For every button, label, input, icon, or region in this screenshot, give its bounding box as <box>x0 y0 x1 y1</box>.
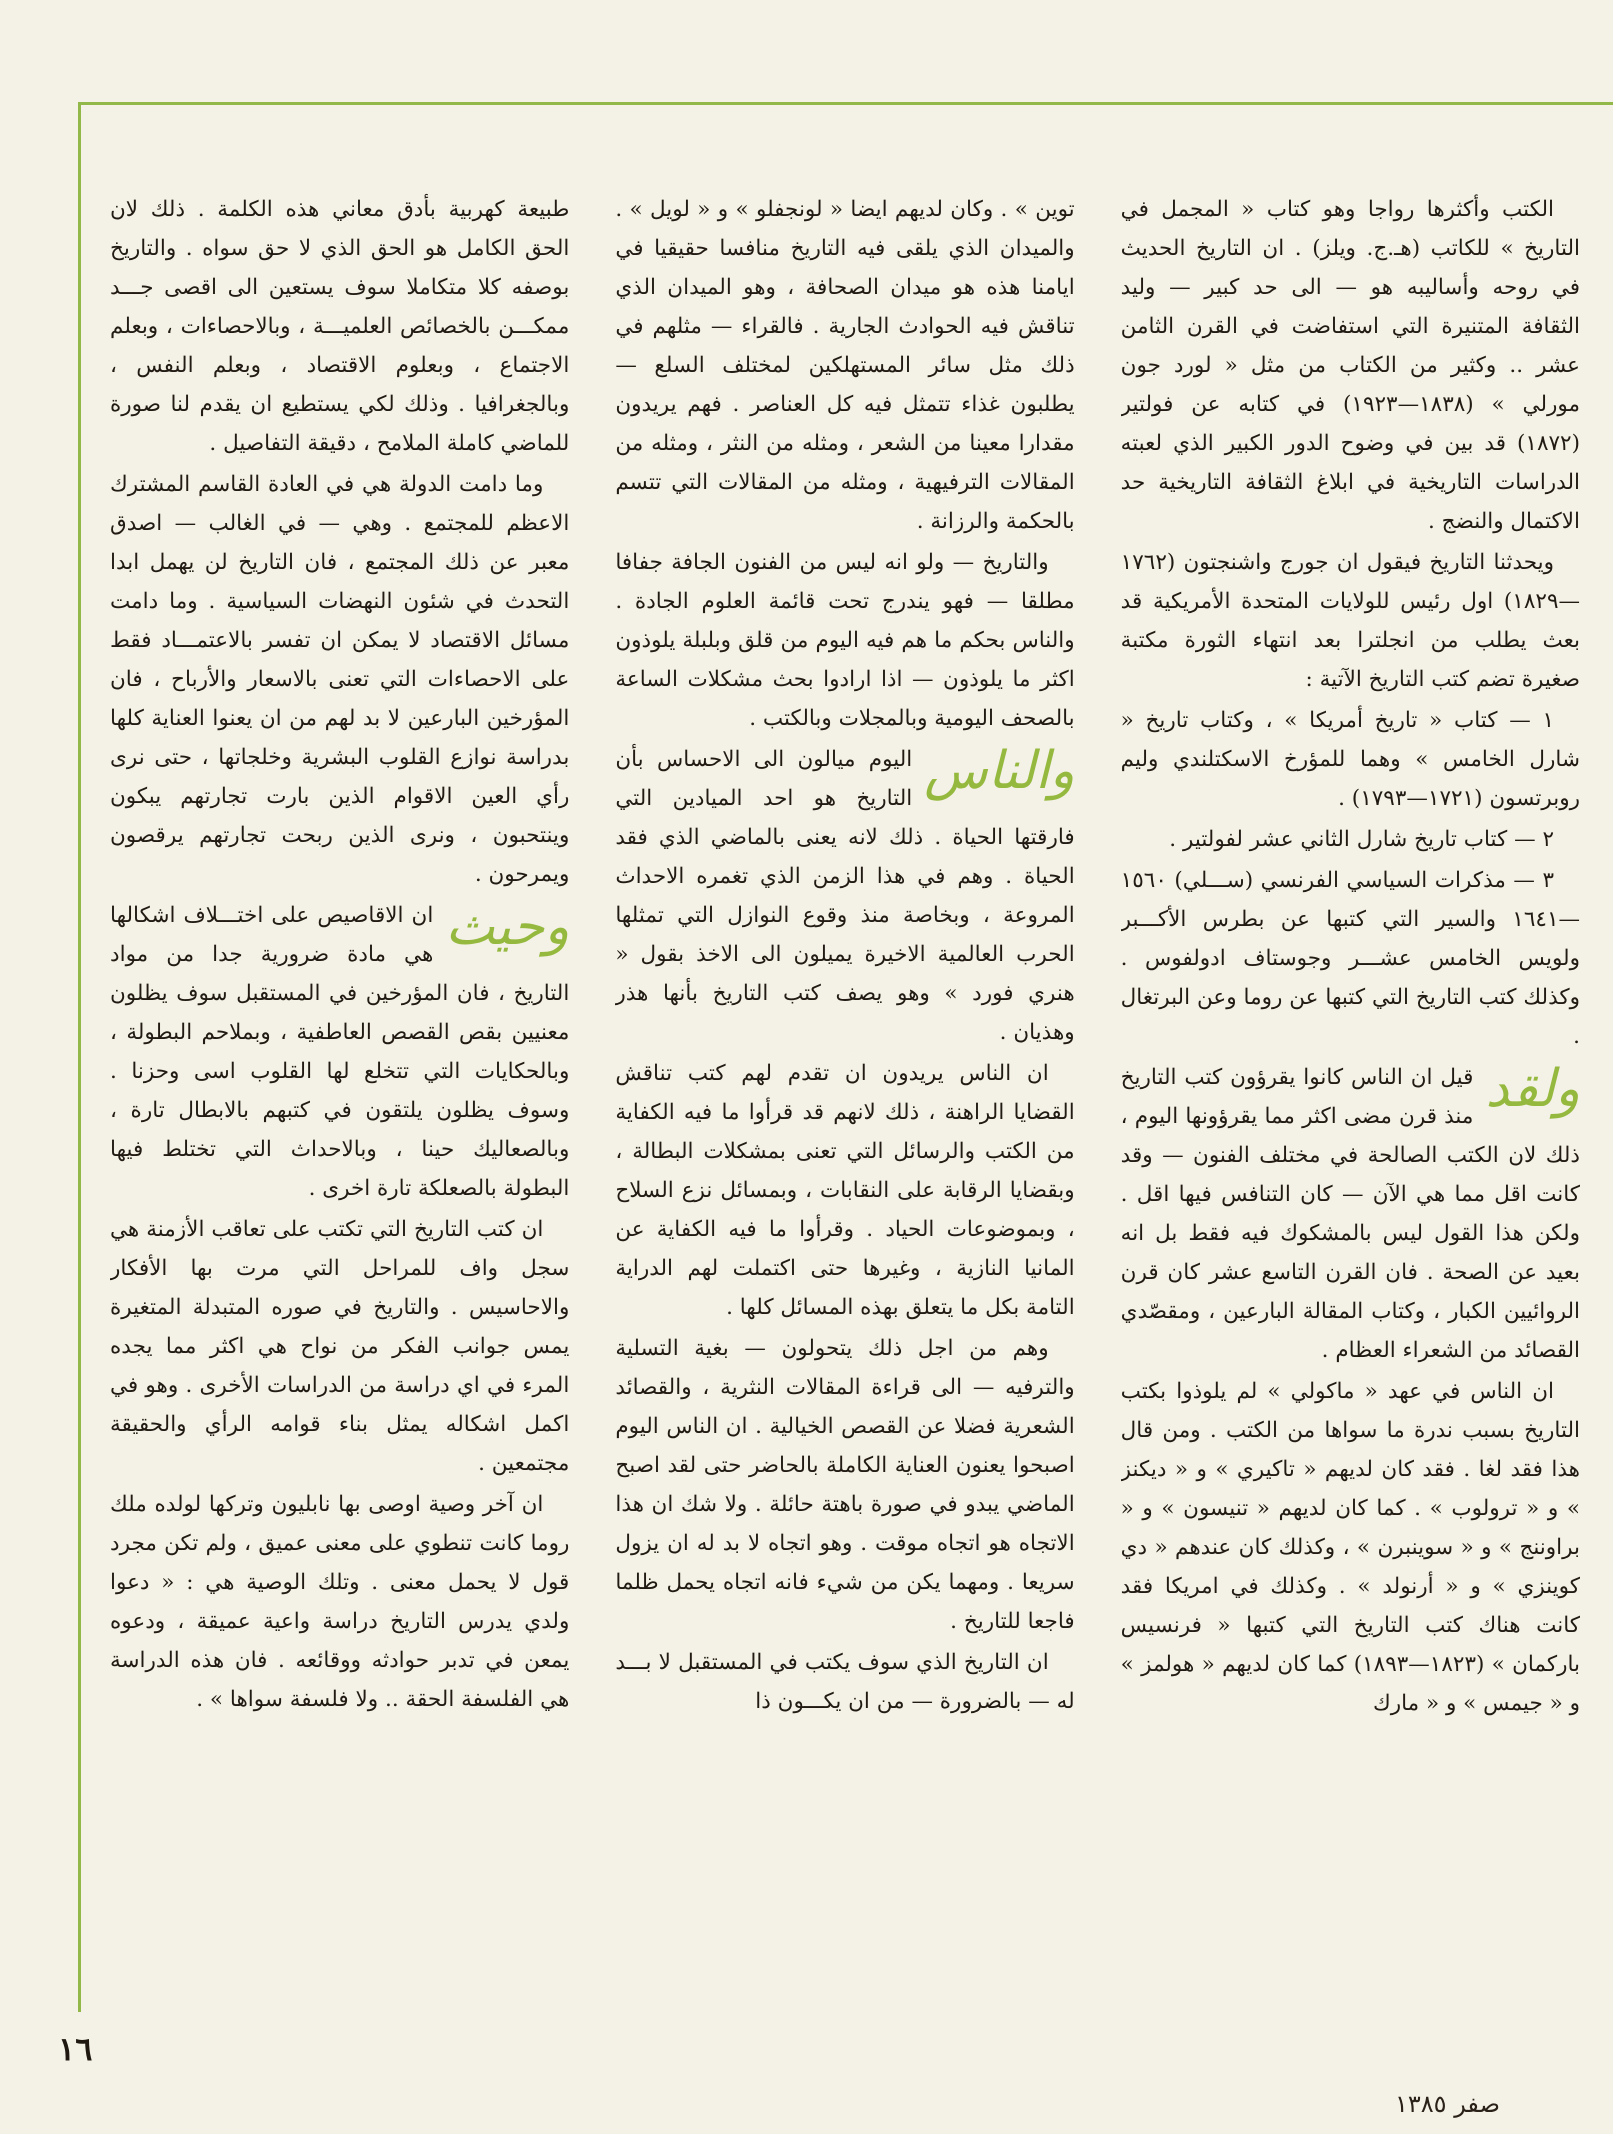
paragraph <box>1121 820 1580 859</box>
column-left <box>110 190 569 1930</box>
paragraph <box>1121 701 1580 818</box>
paragraph-text: ٣ — مذكرات السياسي الفرنسي (ســـلي) ١٥٦٠—١٦٤١ والسير التي كتبها عن بطرس الأكـــبر ولويس الخامس عشـــر وجوستاف ادولفوس . وكذلك كتب التاريخ التي كتبها عن روما وعن البرتغال . <box>1120 868 1580 1049</box>
paragraph <box>110 190 569 463</box>
lead-word: وحيث <box>445 897 570 957</box>
paragraph <box>615 740 1074 1052</box>
paragraph <box>110 1210 569 1483</box>
lead-word: ولقد <box>1485 1059 1580 1119</box>
paragraph-text: وهم من اجل ذلك يتحولون — بغية التسلية والترفيه — الى قراءة المقالات النثرية ، والقصائد الشعرية فضلا عن القصص الخيالية . ان الناس اليوم اصبحوا يعنون العناية الكاملة بالحاضر حتى لقد اصبح الماضي يبدو في صورة باهتة حائلة . ولا شك ان هذا الاتجاه هو اتجاه موقت . وهو اتجاه لا بد له ان يزول سريعا . ومهما يكن من شيء فانه اتجاه يحمل ظلما فاجعا للتاريخ . <box>615 1336 1075 1634</box>
article-columns <box>110 190 1580 1930</box>
paragraph <box>1121 1372 1580 1723</box>
paragraph <box>110 896 569 1208</box>
paragraph-text: ان آخر وصية اوصى بها نابليون وتركها لولده ملك روما كانت تنطوي على معنى عميق ، ولم تكن مجرد قول لا يحمل معنى . وتلك الوصية هي : « دعوا ولدي يدرس التاريخ دراسة واعية عميقة ، ودعوه يمعن في تدبر حوادثه ووقائعه . فان هذه الدراسة هي الفلسفة الحقة .. ولا فلسفة سواها » . <box>110 1492 570 1712</box>
paragraph-text: ان الناس يريدون ان تقدم لهم كتب تناقش القضايا الراهنة ، ذلك لانهم قد قرأوا ما فيه الكفاية من الكتب والرسائل التي تعنى بمشكلات البطالة ، وبقضايا الرقابة على النقابات ، وبمسائل نزع السلاح ، وبموضوعات الحياد . وقرأوا ما فيه الكفاية عن المانيا النازية ، وغيرها حتى اكتملت لهم الدراية التامة بكل ما يتعلق بهذه المسائل كلها . <box>615 1061 1075 1320</box>
paragraph-text: اليوم ميالون الى الاحساس بأن التاريخ هو احد الميادين التي فارقتها الحياة . ذلك لانه يعنى بالماضي الذي فقد الحياة . وهم في هذا الزمن الذي تغمره الاحداث المروعة ، وبخاصة منذ وقوع النوازل التي تمثلها الحرب العالمية الاخيرة يميلون الى الاخذ بقول « هنري فورد » وهو يصف كتب التاريخ بأنها هذر وهذيان . <box>615 747 1075 1045</box>
paragraph <box>1121 543 1580 699</box>
column-middle <box>615 190 1074 1930</box>
paragraph-text: والتاريخ — ولو انه ليس من الفنون الجافة جفافا مطلقا — فهو يندرج تحت قائمة العلوم الجادة . والناس بحكم ما هم فيه اليوم من قلق وبلبلة يلوذون اكثر ما يلوذون — اذا ارادوا بحث مشكلات الساعة بالصحف اليومية وبالمجلات وبالكتب . <box>615 550 1075 731</box>
page-number: ١٦ <box>58 2030 93 2068</box>
paragraph-text: ان الناس في عهد « ماكولي » لم يلوذوا بكتب التاريخ بسبب ندرة ما سواها من الكتب . ومن قال هذا فقد لغا . فقد كان لديهم « تاكيري » و « ديكنز » و « ترولوب » . كما كان لديهم « تنيسون » و « براوننج » و « سوينبرن » ، وكذلك كان عندهم « دي كوينزي » و « أرنولد » . وكذلك في امريكا فقد كانت هناك كتب التاريخ التي كتبها « فرنسيس باركمان » (١٨٢٣—١٨٩٣) كما كان لديهم « هولمز » و « جيمس » و « مارك <box>1120 1379 1580 1716</box>
paragraph-text: ان التاريخ الذي سوف يكتب في المستقبل لا بـــد له — بالضرورة — من ان يكـــون ذا <box>615 1650 1075 1714</box>
paragraph <box>615 1329 1074 1641</box>
frame-top-border <box>78 102 1613 105</box>
paragraph <box>110 1485 569 1719</box>
column-right <box>1121 190 1580 1930</box>
paragraph-text: توين » . وكان لديهم ايضا « لونجفلو » و « لويل » . والميدان الذي يلقى فيه التاريخ منافسا حقيقيا في ايامنا هذه هو ميدان الصحافة ، وهو الميدان الذي تناقش فيه الحوادث الجارية . فالقراء — مثلهم في ذلك مثل سائر المستهلكين لمختلف السلع — يطلبون غذاء تتمثل فيه كل العناصر . فهم يريدون مقدارا معينا من الشعر ، ومثله من النثر ، ومثله من المقالات الترفيهية ، ومثله من المقالات التي تتسم بالحكمة والرزانة . <box>615 197 1075 534</box>
issue-date: صفر ١٣٨٥ <box>1395 2090 1500 2118</box>
paragraph-text: ان كتب التاريخ التي تكتب على تعاقب الأزمنة هي سجل واف للمراحل التي مرت بها الأفكار والاحاسيس . والتاريخ في صوره المتبدلة المتغيرة يمس جوانب الفكر من نواح هي اكثر مما يجده المرء في اي دراسة من الدراسات الأخرى . وهو في اكمل اشكاله يمثل بناء قوامه الرأي والحقيقة مجتمعين . <box>110 1217 570 1476</box>
paragraph <box>1121 1058 1580 1370</box>
paragraph <box>110 465 569 894</box>
paragraph <box>615 1643 1074 1721</box>
paragraph <box>615 543 1074 738</box>
paragraph-text: طبيعة كهربية بأدق معاني هذه الكلمة . ذلك لان الحق الكامل هو الحق الذي لا حق سواه . والتاريخ بوصفه كلا متكاملا سوف يستعين الى اقصى جـــد ممكـــن بالخصائص العلميـــة ، وبالاحصاءات ، وبعلم الاجتماع ، وبعلوم الاقتصاد ، وبعلم النفس ، وبالجغرافيا . وذلك لكي يستطيع ان يقدم لنا صورة للماضي كاملة الملامح ، دقيقة التفاصيل . <box>110 197 570 456</box>
paragraph <box>1121 190 1580 541</box>
paragraph <box>615 1054 1074 1327</box>
paragraph <box>615 190 1074 541</box>
paragraph-text: ٢ — كتاب تاريخ شارل الثاني عشر لفولتير . <box>1169 827 1554 852</box>
paragraph-text: ويحدثنا التاريخ فيقول ان جورج واشنجتون (١٧٦٢—١٨٢٩) اول رئيس للولايات المتحدة الأمريكية قد بعث يطلب من انجلترا بعد انتهاء الثورة مكتبة صغيرة تضم كتب التاريخ الآتية : <box>1120 550 1580 692</box>
paragraph-text: الكتب وأكثرها رواجا وهو كتاب « المجمل في التاريخ » للكاتب (هـ.ج. ويلز) . ان التاريخ الحديث في روحه وأساليبه هو — الى حد كبير — وليد الثقافة المتنيرة التي استفاضت في القرن الثامن عشر .. وكثير من الكتاب من مثل « لورد جون مورلي » (١٨٣٨—١٩٢٣) في كتابه عن فولتير (١٨٧٢) قد بين في وضوح الدور الكبير الذي لعبته الدراسات التاريخية في ابلاغ الثقافة التاريخية حد الاكتمال والنضج . <box>1120 197 1580 534</box>
frame-left-border <box>78 102 81 2012</box>
lead-word: والناس <box>924 741 1075 801</box>
paragraph-text: ان الاقاصيص على اختـــلاف اشكالها هي مادة ضرورية جدا من مواد التاريخ ، فان المؤرخين في المستقبل سوف يظلون معنيين بقص القصص العاطفية ، وبملاحم البطولة ، وبالحكايات التي تتخلع لها القلوب اسى وحزنا . وسوف يظلون يلتقون في كتبهم بالابطال تارة ، وبالصعاليك حينا ، وبالاحداث التي تختلط فيها البطولة بالصعلكة تارة اخرى . <box>110 903 570 1201</box>
paragraph <box>1121 861 1580 1056</box>
paragraph-text: قيل ان الناس كانوا يقرؤون كتب التاريخ منذ قرن مضى اكثر مما يقرؤونها اليوم ، ذلك لان الكتب الصالحة في مختلف الفنون — وقد كانت اقل مما هي الآن — كان التنافس فيها اقل . ولكن هذا القول ليس بالمشكوك فيه فقط بل انه بعيد عن الصحة . فان القرن التاسع عشر كان قرن الروائيين الكبار ، وكتاب المقالة البارعين ، ومقصّدي القصائد من الشعراء العظام . <box>1120 1065 1580 1363</box>
paragraph-text: ١ — كتاب « تاريخ أمريكا » ، وكتاب تاريخ « شارل الخامس » وهما للمؤرخ الاسكتلندي وليم روبرتسون (١٧٢١—١٧٩٣) . <box>1120 708 1580 811</box>
paragraph-text: وما دامت الدولة هي في العادة القاسم المشترك الاعظم للمجتمع . وهي — في الغالب — اصدق معبر عن ذلك المجتمع ، فان التاريخ لن يهمل ابدا التحدث في شئون النهضات السياسية . وما دامت مسائل الاقتصاد لا يمكن ان تفسر بالاعتمـــاد فقط على الاحصاءات التي تعنى بالاسعار والأرباح ، فان المؤرخين البارعين لا بد لهم من ان يعنوا العناية كلها بدراسة نوازع القلوب البشرية وخلجاتها ، حتى نرى رأي العين الاقوام الذين بارت تجارتهم يبكون وينتحبون ، ونرى الذين ربحت تجارتهم يرقصون ويمرحون . <box>110 472 570 887</box>
